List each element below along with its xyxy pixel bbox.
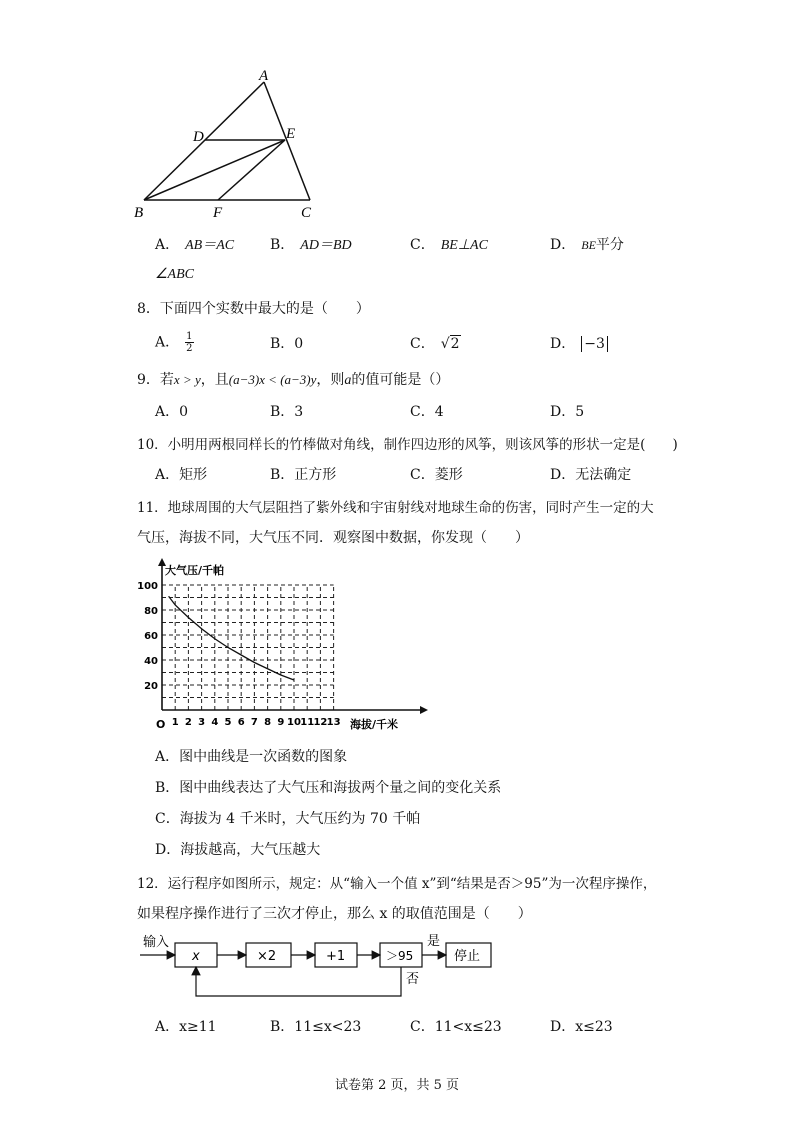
q8-option-a-letter: A．: [155, 334, 180, 351]
sqrt-expression: √2: [440, 336, 460, 352]
q8-option-d-letter: D．: [550, 336, 576, 352]
q12-option-a[interactable]: A．x≥11: [155, 1019, 217, 1035]
q11-option-c[interactable]: C．海拔为 4 千米时，大气压约为 70 千帕: [155, 811, 421, 827]
chart-series: [169, 596, 294, 680]
flow-input-label: 输入: [143, 935, 170, 950]
y-tick-label: 80: [144, 606, 158, 617]
q7-option-b-letter: B．: [270, 237, 295, 253]
x-tick-label: 12: [313, 717, 328, 728]
q11-option-a[interactable]: A．图中曲线是一次函数的图象: [155, 749, 348, 765]
q11-option-d[interactable]: D．海拔越高，大气压越大: [155, 842, 321, 858]
q7-option-d-letter: D．: [550, 237, 576, 253]
q9-stem-mid: ，且: [200, 372, 229, 388]
program-flowchart: [135, 930, 515, 1005]
q12-option-c[interactable]: C．11<x≤23: [410, 1019, 502, 1035]
fraction-denominator: 2: [186, 343, 193, 354]
q12-option-d[interactable]: D．x≤23: [550, 1019, 613, 1035]
q8-option-c-letter: C．: [410, 336, 435, 352]
q8-stem: 8．下面四个实数中最大的是（ ）: [137, 301, 370, 317]
chart-grid: [162, 585, 334, 710]
x-tick-label: 13: [326, 717, 341, 728]
y-tick-label: 20: [144, 681, 158, 692]
q7-option-c-letter: C．: [410, 237, 435, 253]
chart-axes: [158, 558, 428, 714]
x-axis-arrow: [420, 706, 428, 714]
q8-option-c[interactable]: [410, 333, 461, 353]
q7-option-a-letter: A．: [155, 237, 180, 253]
q11-stem-line-2: 气压，海拔不同，大气压不同．观察图中数据，你发现（ ）: [137, 530, 529, 546]
q8-option-d[interactable]: [550, 333, 608, 353]
q9-stem-post: 的值可能是（）: [351, 372, 450, 388]
q7-option-d-text-italic: BE: [581, 238, 596, 252]
q11-option-b[interactable]: B．图中曲线表达了大气压和海拔两个量之间的变化关系: [155, 780, 502, 796]
flow-yes-label: 是: [427, 934, 441, 949]
q7-option-d-continuation: ∠ABC: [155, 267, 194, 282]
q7-option-b-text: AD＝BD: [300, 238, 352, 253]
y-axis-label: 大气压/千帕: [165, 564, 225, 577]
flow-box-plus1-label: +1: [326, 949, 346, 964]
q9-option-d[interactable]: D．5: [550, 404, 585, 420]
flow-box-x-label: x: [192, 949, 200, 964]
origin-label: O: [156, 718, 166, 731]
vertex-f-label: F: [213, 205, 223, 221]
x-tick-label: 6: [237, 717, 245, 728]
q8-option-a[interactable]: [155, 331, 194, 354]
q11-stem-line-1: 11．地球周围的大气层阻挡了紫外线和宇宙射线对地球生命的伤害，同时产生一定的大: [137, 500, 654, 516]
x-tick-label: 9: [277, 717, 285, 728]
flow-box-times2-label: ×2: [257, 949, 277, 964]
q12-stem-line-2: 如果程序操作进行了三次才停止，那么 x 的取值范围是（ ）: [137, 906, 532, 922]
q7-option-a[interactable]: [155, 234, 234, 254]
x-tick-label: 5: [224, 717, 232, 728]
vertex-b-label: B: [134, 205, 144, 221]
q9-option-c[interactable]: C．4: [410, 404, 444, 420]
q10-option-c[interactable]: C．菱形: [410, 467, 463, 483]
q7-option-c-text: BE⊥AC: [440, 238, 488, 253]
q9-option-b[interactable]: B．3: [270, 404, 304, 420]
sqrt-radicand: 2: [450, 336, 460, 352]
q7-option-d-text: 平分: [595, 237, 624, 253]
y-tick-label: 60: [144, 631, 158, 642]
y-tick-label: 100: [137, 581, 158, 592]
q9-stem: [137, 369, 449, 389]
y-tick-label: 40: [144, 656, 158, 667]
vertex-d-label: D: [193, 129, 204, 145]
vertex-a-label: A: [259, 68, 269, 84]
q12-option-b[interactable]: B．11≤x<23: [270, 1019, 362, 1035]
flow-box-compare-label: ＞95: [386, 949, 414, 963]
x-tick-label: 3: [198, 717, 206, 728]
q10-option-d[interactable]: D．无法确定: [550, 467, 632, 483]
absolute-value-expression: −3: [581, 336, 608, 352]
q10-option-b[interactable]: B．正方形: [270, 467, 337, 483]
x-tick-label: 2: [184, 717, 192, 728]
x-tick-label: 4: [211, 717, 219, 728]
q7-option-d[interactable]: [550, 234, 624, 254]
x-tick-label: 8: [264, 717, 272, 728]
vertex-c-label: C: [301, 205, 312, 221]
fraction-numerator: 1: [186, 331, 193, 342]
q10-stem: 10．小明用两根同样长的竹棒做对角线，制作四边形的风筝，则该风筝的形状一定是( ): [137, 437, 678, 453]
q9-stem-mid2: ，则: [316, 372, 345, 388]
q12-stem-line-1: 12．运行程序如图所示，规定：从“输入一个值 x”到“结果是否＞95”为一次程序操作，: [137, 876, 657, 892]
x-tick-label: 1: [171, 717, 179, 728]
q9-stem-pre: 9．若: [137, 372, 174, 388]
x-tick-label: 11: [300, 717, 315, 728]
page-footer: 试卷第 2 页，共 5 页: [334, 1078, 460, 1093]
q9-condition-2: (a−3)x < (a−3)y: [228, 372, 317, 387]
vertex-e-label: E: [286, 126, 296, 142]
q10-option-a[interactable]: A．矩形: [155, 467, 208, 483]
pressure-altitude-chart: [130, 556, 435, 736]
flow-no-label: 否: [406, 972, 420, 987]
flow-box-stop-label: 停止: [454, 949, 481, 964]
q9-option-a[interactable]: A．0: [155, 404, 189, 420]
q7-option-b[interactable]: [270, 234, 352, 254]
pressure-curve: [169, 596, 294, 680]
q9-variable: a: [344, 373, 352, 388]
q9-condition-1: x > y: [173, 372, 201, 387]
triangle-figure: [130, 65, 330, 225]
q8-fraction: [185, 331, 193, 354]
q8-option-b[interactable]: B．0: [270, 336, 304, 352]
x-tick-label: 7: [250, 717, 258, 728]
chart-ticks: [137, 581, 340, 728]
q7-option-c[interactable]: [410, 234, 488, 254]
q7-option-a-text: AB＝AC: [185, 238, 235, 253]
x-axis-label: 海拔/千米: [350, 718, 399, 731]
x-tick-label: 10: [287, 717, 301, 728]
